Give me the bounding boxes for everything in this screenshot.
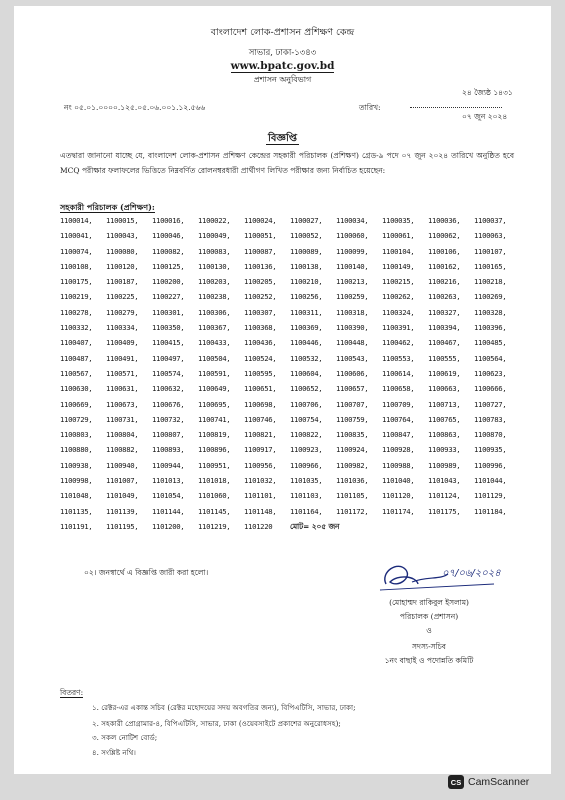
roll-number: 1100269,: [474, 292, 507, 302]
roll-number: 1100783,: [474, 414, 507, 424]
roll-number: 1100256,: [290, 292, 323, 302]
roll-number: 1100754,: [290, 414, 323, 424]
roll-number: 1101035,: [290, 476, 323, 486]
date-dotted-line: [410, 107, 502, 108]
roll-number: 1100706,: [290, 399, 323, 409]
roll-number: 1101191,: [60, 521, 93, 531]
roll-number: 1100666,: [474, 384, 507, 394]
roll-number: 1100369,: [290, 323, 323, 333]
roll-number: 1100944,: [152, 460, 185, 470]
roll-number: 1101013,: [152, 476, 185, 486]
date-bengali: ২৪ জ্যৈষ্ঠ ১৪৩১: [462, 88, 513, 97]
distribution-item: ৪. সংশ্লিষ্ট নথি।: [92, 748, 136, 757]
distribution-item: ৩. সকল নোটিশ বোর্ড;: [92, 733, 158, 742]
roll-number: 1101195,: [106, 521, 139, 531]
signature-image: [372, 554, 502, 598]
roll-number: 1100631,: [106, 384, 139, 394]
camscanner-icon: CS: [448, 775, 464, 789]
roll-number: 1100409,: [106, 338, 139, 348]
distribution-item: ১. রেক্টর-এর একান্ত সচিব (রেক্টর মহোদয়ের সদয় অবগতির জন্য), বিপিএটিসি, সাভার, ঢাকা;: [92, 703, 356, 712]
signatory-role: সদস্য-সচিব: [412, 642, 446, 651]
roll-number: 1100063,: [474, 231, 507, 241]
roll-number: 1100407,: [60, 338, 93, 348]
signatory-designation: পরিচালক (প্রশাসন): [399, 612, 459, 621]
roll-number: 1100278,: [60, 307, 93, 317]
roll-number: 1101172,: [336, 506, 369, 516]
roll-number: 1100213,: [336, 277, 369, 287]
roll-number: 1100252,: [244, 292, 277, 302]
roll-number: 1100923,: [290, 445, 323, 455]
roll-number: 1101007,: [106, 476, 139, 486]
post-title-text: সহকারী পরিচালক (প্রশিক্ষণ):: [60, 202, 155, 212]
roll-number: 1100956,: [244, 460, 277, 470]
roll-number: 1101164,: [290, 506, 323, 516]
roll-number: 1101040,: [382, 476, 415, 486]
roll-number: 1100933,: [428, 445, 461, 455]
roll-number: 1100238,: [198, 292, 231, 302]
roll-number: 1100822,: [290, 430, 323, 440]
roll-number: 1100062,: [428, 231, 461, 241]
roll-number: 1100966,: [290, 460, 323, 470]
roll-number: 1100567,: [60, 368, 93, 378]
roll-number: 1100307,: [244, 307, 277, 317]
date-label: তারিখ:: [359, 103, 381, 112]
roll-number: 1100049,: [198, 231, 231, 241]
roll-number: 1100669,: [60, 399, 93, 409]
camscanner-watermark: [448, 775, 529, 789]
post-title: [60, 202, 155, 215]
distribution-heading-text: বিতরণ:: [60, 688, 84, 697]
roll-number: 1100014,: [60, 216, 93, 225]
roll-number: 1100052,: [290, 231, 323, 241]
roll-number: 1100082,: [152, 246, 185, 256]
roll-number: 1100604,: [290, 368, 323, 378]
roll-number: 1100803,: [60, 430, 93, 440]
roll-number: 1100996,: [474, 460, 507, 470]
roll-number: 1100332,: [60, 323, 93, 333]
signatory-committee: ১নং বাছাই ও পদোন্নতি কমিটি: [384, 656, 474, 665]
roll-number: 1100707,: [336, 399, 369, 409]
roll-number: 1100989,: [428, 460, 461, 470]
roll-number: 1100574,: [152, 368, 185, 378]
roll-number: 1100935,: [474, 445, 507, 455]
roll-number: 1100746,: [244, 414, 277, 424]
roll-number: 1101043,: [428, 476, 461, 486]
roll-number: 1100764,: [382, 414, 415, 424]
roll-number: 1100149,: [382, 261, 415, 271]
roll-number: 1100051,: [244, 231, 277, 241]
roll-number: 1100391,: [382, 323, 415, 333]
date-gregorian: ০৭ জুন ২০২৪: [462, 112, 508, 121]
roll-number: 1100732,: [152, 414, 185, 424]
roll-number: 1100863,: [428, 430, 461, 440]
roll-number: 1100215,: [382, 277, 415, 287]
roll-number: 1100367,: [198, 323, 231, 333]
roll-number: 1100046,: [152, 231, 185, 241]
roll-number: 1100928,: [382, 445, 415, 455]
roll-number: 1100227,: [152, 292, 185, 302]
roll-number: 1100485,: [474, 338, 507, 348]
roll-number: 1100741,: [198, 414, 231, 424]
roll-number: 1100553,: [382, 353, 415, 363]
roll-number: 1100200,: [152, 277, 185, 287]
roll-number: 1100695,: [198, 399, 231, 409]
roll-number: 1100632,: [152, 384, 185, 394]
roll-number: 1100368,: [244, 323, 277, 333]
roll-number: 1101036,: [336, 476, 369, 486]
roll-number: 1100104,: [382, 246, 415, 256]
department-name: প্রশাসন অনুবিভাগ: [253, 75, 312, 84]
roll-number: 1100982,: [336, 460, 369, 470]
roll-number: 1101103,: [290, 491, 323, 501]
roll-number: 1100318,: [336, 307, 369, 317]
roll-number: 1100606,: [336, 368, 369, 378]
roll-number: 1100203,: [198, 277, 231, 287]
roll-number: 1100765,: [428, 414, 461, 424]
roll-number: 1100436,: [244, 338, 277, 348]
roll-number: 1100087,: [244, 246, 277, 256]
roll-number: 1101032,: [244, 476, 277, 486]
signatory-name: (মোহাম্মদ রাকিবুল ইসলাম): [389, 598, 469, 607]
roll-number: 1100327,: [428, 307, 461, 317]
roll-number: 1101184,: [474, 506, 507, 516]
roll-number: 1100106,: [428, 246, 461, 256]
roll-number: 1100120,: [106, 261, 139, 271]
roll-number: 1100938,: [60, 460, 93, 470]
roll-number: 1100870,: [474, 430, 507, 440]
roll-number: 1100731,: [106, 414, 139, 424]
roll-number: 1100698,: [244, 399, 277, 409]
roll-number: 1100940,: [106, 460, 139, 470]
roll-number: 1101174,: [382, 506, 415, 516]
roll-number: 1101124,: [428, 491, 461, 501]
roll-number: 1100663,: [428, 384, 461, 394]
roll-number: 1100591,: [198, 368, 231, 378]
roll-number: 1100657,: [336, 384, 369, 394]
roll-number: 1101145,: [198, 506, 231, 516]
roll-number: 1101175,: [428, 506, 461, 516]
roll-number: 1100998,: [60, 476, 93, 486]
roll-number: 1100491,: [106, 353, 139, 363]
roll-number: 1100263,: [428, 292, 461, 302]
notice-title: [14, 131, 551, 148]
roll-number: 1100893,: [152, 445, 185, 455]
notice-body: এতদ্বারা জানানো যাচ্ছে যে, বাংলাদেশ লোক-প্রশাসন প্রশিক্ষণ কেন্দ্রের সহকারী পরিচালক (প্রশিক্ষণ) গ্রেড-৯ পদে ০৭ জুন ২০২৪ তারিখে অনুষ্ঠিত হবে MCQ পরীক্ষার ফলাফলের ভিত্তিতে নিম্নবর্ণিত রোলনম্বরধারী প্রার্থীগণ লিখিত পরীক্ষার জন্য নির্বাচিত হয়েছেন:: [60, 151, 514, 175]
roll-number: 1100036,: [428, 216, 461, 225]
roll-number: 1100727,: [474, 399, 507, 409]
roll-number: 1100804,: [106, 430, 139, 440]
roll-number: 1100259,: [336, 292, 369, 302]
roll-number: 1100080,: [106, 246, 139, 256]
roll-number: 1100951,: [198, 460, 231, 470]
roll-number: 1101139,: [106, 506, 139, 516]
roll-number: 1100015,: [106, 216, 139, 225]
roll-number: 1100467,: [428, 338, 461, 348]
roll-number: 1100187,: [106, 277, 139, 287]
roll-number: 1100571,: [106, 368, 139, 378]
camscanner-text: CamScanner: [468, 776, 530, 788]
roll-number: 1100162,: [428, 261, 461, 271]
roll-number: 1100262,: [382, 292, 415, 302]
roll-number: 1100555,: [428, 353, 461, 363]
notice-title-text: বিজ্ঞপ্তি: [267, 133, 298, 144]
memo-number: নং ০৫.০১.০০০০.১২৫.০৫.০৬.০০১.১২.৫৬৬: [64, 103, 206, 112]
roll-number: 1100205,: [244, 277, 277, 287]
org-name: বাংলাদেশ লোক-প্রশাসন প্রশিক্ষণ কেন্দ্র: [210, 27, 355, 38]
signatory-and: ও: [426, 626, 432, 635]
roll-number: 1100652,: [290, 384, 323, 394]
roll-number: 1100350,: [152, 323, 185, 333]
roll-number: 1100497,: [152, 353, 185, 363]
roll-number: 1100649,: [198, 384, 231, 394]
roll-number: 1100108,: [60, 261, 93, 271]
roll-number: 1100083,: [198, 246, 231, 256]
roll-number: 1100210,: [290, 277, 323, 287]
roll-number: 1100301,: [152, 307, 185, 317]
roll-number: 1100219,: [60, 292, 93, 302]
roll-number: 1100394,: [428, 323, 461, 333]
roll-number: 1100396,: [474, 323, 507, 333]
roll-number: 1100060,: [336, 231, 369, 241]
roll-number: 1100847,: [382, 430, 415, 440]
roll-number: 1100218,: [474, 277, 507, 287]
roll-number: 1100328,: [474, 307, 507, 317]
roll-number: 1100130,: [198, 261, 231, 271]
roll-number: 1100673,: [106, 399, 139, 409]
roll-number: 1101200,: [152, 521, 185, 531]
roll-number: 1101220: [244, 521, 273, 531]
roll-number: 1100099,: [336, 246, 369, 256]
roll-number: 1100651,: [244, 384, 277, 394]
roll-number: 1100630,: [60, 384, 93, 394]
roll-number: 1100433,: [198, 338, 231, 348]
roll-number: 1100882,: [106, 445, 139, 455]
roll-number: 1100225,: [106, 292, 139, 302]
roll-number: 1100524,: [244, 353, 277, 363]
roll-number: 1100614,: [382, 368, 415, 378]
roll-number: 1100324,: [382, 307, 415, 317]
notice-sheet: [14, 6, 551, 774]
roll-number: 1100037,: [474, 216, 507, 225]
roll-number: 1101018,: [198, 476, 231, 486]
roll-number: 1100035,: [382, 216, 415, 225]
roll-number: 1101048,: [60, 491, 93, 501]
roll-number: 1100089,: [290, 246, 323, 256]
roll-number: 1100024,: [244, 216, 277, 225]
roll-number: 1100125,: [152, 261, 185, 271]
roll-number: 1100988,: [382, 460, 415, 470]
roll-number: 1100807,: [152, 430, 185, 440]
roll-number: 1101219,: [198, 521, 231, 531]
public-note: ০২। জনস্বার্থে এ বিজ্ঞপ্তি জারী করা হলো।: [84, 568, 209, 577]
roll-number: 1100446,: [290, 338, 323, 348]
org-address: সাভার, ঢাকা-১৩৪৩: [248, 48, 317, 58]
roll-number: 1100835,: [336, 430, 369, 440]
website-text: www.bpatc.gov.bd: [230, 60, 335, 72]
roll-number: 1100311,: [290, 307, 323, 317]
roll-number: 1101148,: [244, 506, 277, 516]
roll-number: 1100016,: [152, 216, 185, 225]
roll-number: 1100532,: [290, 353, 323, 363]
distribution-heading: [60, 688, 83, 700]
roll-number: 1100896,: [198, 445, 231, 455]
roll-number: 1100390,: [336, 323, 369, 333]
roll-number: 1101144,: [152, 506, 185, 516]
roll-number: 1100041,: [60, 231, 93, 241]
roll-number: 1100107,: [474, 246, 507, 256]
roll-number: 1100279,: [106, 307, 139, 317]
roll-number: 1101044,: [474, 476, 507, 486]
distribution-item: ২. সহকারী প্রোগ্রামার-৪, বিপিএটিসি, সাভার, ঢাকা (ওয়েবসাইটে প্রকাশের অনুরোধসহ);: [92, 719, 341, 728]
roll-number: 1100543,: [336, 353, 369, 363]
roll-number: 1100074,: [60, 246, 93, 256]
roll-number: 1100043,: [106, 231, 139, 241]
roll-number: 1101101,: [244, 491, 277, 501]
roll-number: 1100623,: [474, 368, 507, 378]
signature-date: ০৭/০৬/২০২৪: [442, 568, 501, 579]
roll-number: 1100924,: [336, 445, 369, 455]
roll-number: 1100564,: [474, 353, 507, 363]
roll-number: 1100709,: [382, 399, 415, 409]
roll-number: 1100138,: [290, 261, 323, 271]
roll-number: 1100462,: [382, 338, 415, 348]
roll-number: 1100415,: [152, 338, 185, 348]
roll-number: 1100676,: [152, 399, 185, 409]
roll-number: 1100334,: [106, 323, 139, 333]
roll-number-grid: [60, 216, 520, 537]
roll-number: 1100819,: [198, 430, 231, 440]
roll-number: 1100175,: [60, 277, 93, 287]
roll-number: 1100140,: [336, 261, 369, 271]
roll-number: 1101105,: [336, 491, 369, 501]
roll-number: 1100487,: [60, 353, 93, 363]
roll-number: 1100165,: [474, 261, 507, 271]
roll-number: 1100917,: [244, 445, 277, 455]
roll-number: 1100504,: [198, 353, 231, 363]
roll-number: 1100713,: [428, 399, 461, 409]
roll-number: 1100022,: [198, 216, 231, 225]
roll-number: 1100136,: [244, 261, 277, 271]
roll-number: 1100880,: [60, 445, 93, 455]
roll-number: 1101129,: [474, 491, 507, 501]
roll-number: 1101135,: [60, 506, 93, 516]
roll-number: 1101060,: [198, 491, 231, 501]
roll-number: 1100821,: [244, 430, 277, 440]
roll-number: 1100306,: [198, 307, 231, 317]
roll-number: 1100595,: [244, 368, 277, 378]
roll-number: 1101049,: [106, 491, 139, 501]
roll-number: 1100034,: [336, 216, 369, 225]
website-link[interactable]: [14, 60, 551, 72]
roll-number: 1100448,: [336, 338, 369, 348]
roll-number: 1100061,: [382, 231, 415, 241]
roll-number: 1100027,: [290, 216, 323, 225]
roll-number: 1101120,: [382, 491, 415, 501]
total-count: মোট= ২০৫ জন: [290, 521, 340, 531]
roll-number: 1100619,: [428, 368, 461, 378]
roll-number: 1101054,: [152, 491, 185, 501]
roll-number: 1100729,: [60, 414, 93, 424]
roll-number: 1100759,: [336, 414, 369, 424]
roll-number: 1100658,: [382, 384, 415, 394]
roll-number: 1100216,: [428, 277, 461, 287]
